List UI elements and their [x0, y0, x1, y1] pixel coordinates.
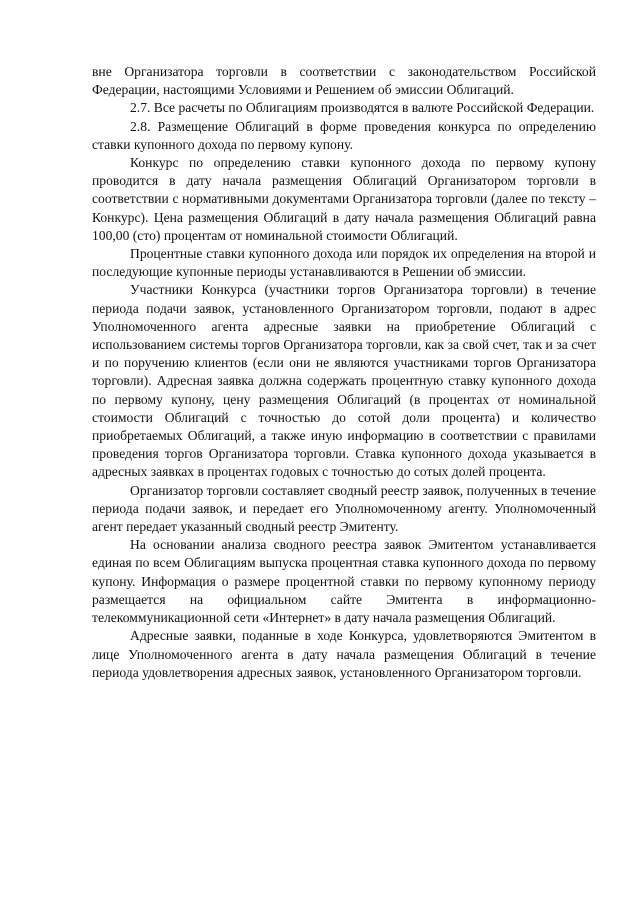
paragraph-coupon-rates: Процентные ставки купонного дохода или порядок их определения на второй и последующие купонные периоды устанавливаются в Решении об эмиссии. [92, 246, 596, 280]
paragraph-contest: Конкурс по определению ставки купонного дохода по первому купону проводится в дату начала размещения Облигаций Организатором торговли в соответствии с нормативными документами Организатора торговли (далее по тексту – Конкурс). Цена размещения Облигаций в дату начала размещения Облигаций равна 100,00 (сто) процентам от номинальной стоимости Облигаций. [92, 155, 596, 243]
paragraph-continuation: вне Организатора торговли в соответствии с законодательством Российской Федерации, настоящими Условиями и Решением об эмиссии Облигаций. [92, 64, 596, 98]
paragraph-2-8: 2.8. Размещение Облигаций в форме проведения конкурса по определению ставки купонного дохода по первому купону. [92, 118, 596, 152]
paragraph-rate-setting: На основании анализа сводного реестра заявок Эмитентом устанавливается единая по всем Облигациям выпуска процентная ставка купонного дохода по первому купону. Информация о размере процентной ставки по первому купонному периоду размещается на официальном сайте Эмитента в информационно-телекоммуникационной сети «Интернет» в дату начала размещения Облигаций. [92, 537, 596, 626]
document-body [92, 63, 596, 682]
paragraph-2-7: 2.7. Все расчеты по Облигациям производятся в валюте Российской Федерации. [130, 100, 595, 116]
paragraph-participants: Участники Конкурса (участники торгов Организатора торговли) в течение периода подачи заявок, установленного Организатором торговли, подают в адрес Уполномоченного агента адресные заявки на приобретение Облигаций с использованием системы торгов Организатора торговли, как за свой счет, так и за счет и по поручению клиентов (если они не являются участниками торгов Организатора торговли). Адресная заявка должна содержать процентную ставку купонного дохода по первому купону, цену размещения Облигаций (в процентах от номинальной стоимости Облигаций с точностью до сотой доли процента) и количество приобретаемых Облигаций, а также иную информацию в соответствии с правилами проведения торгов Организатора торговли. Ставка купонного дохода указывается в адресных заявках в процентах годовых с точностью до сотых долей процента. [92, 282, 596, 480]
paragraph-satisfaction: Адресные заявки, поданные в ходе Конкурса, удовлетворяются Эмитентом в лице Уполномоченного агента в дату начала размещения Облигаций в течение периода удовлетворения адресных заявок, установленного Организатором торговли. [92, 628, 596, 680]
paragraph-registry: Организатор торговли составляет сводный реестр заявок, полученных в течение периода подачи заявок, и передает его Уполномоченному агенту. Уполномоченный агент передает указанный сводный реестр Эмитенту. [92, 482, 596, 535]
